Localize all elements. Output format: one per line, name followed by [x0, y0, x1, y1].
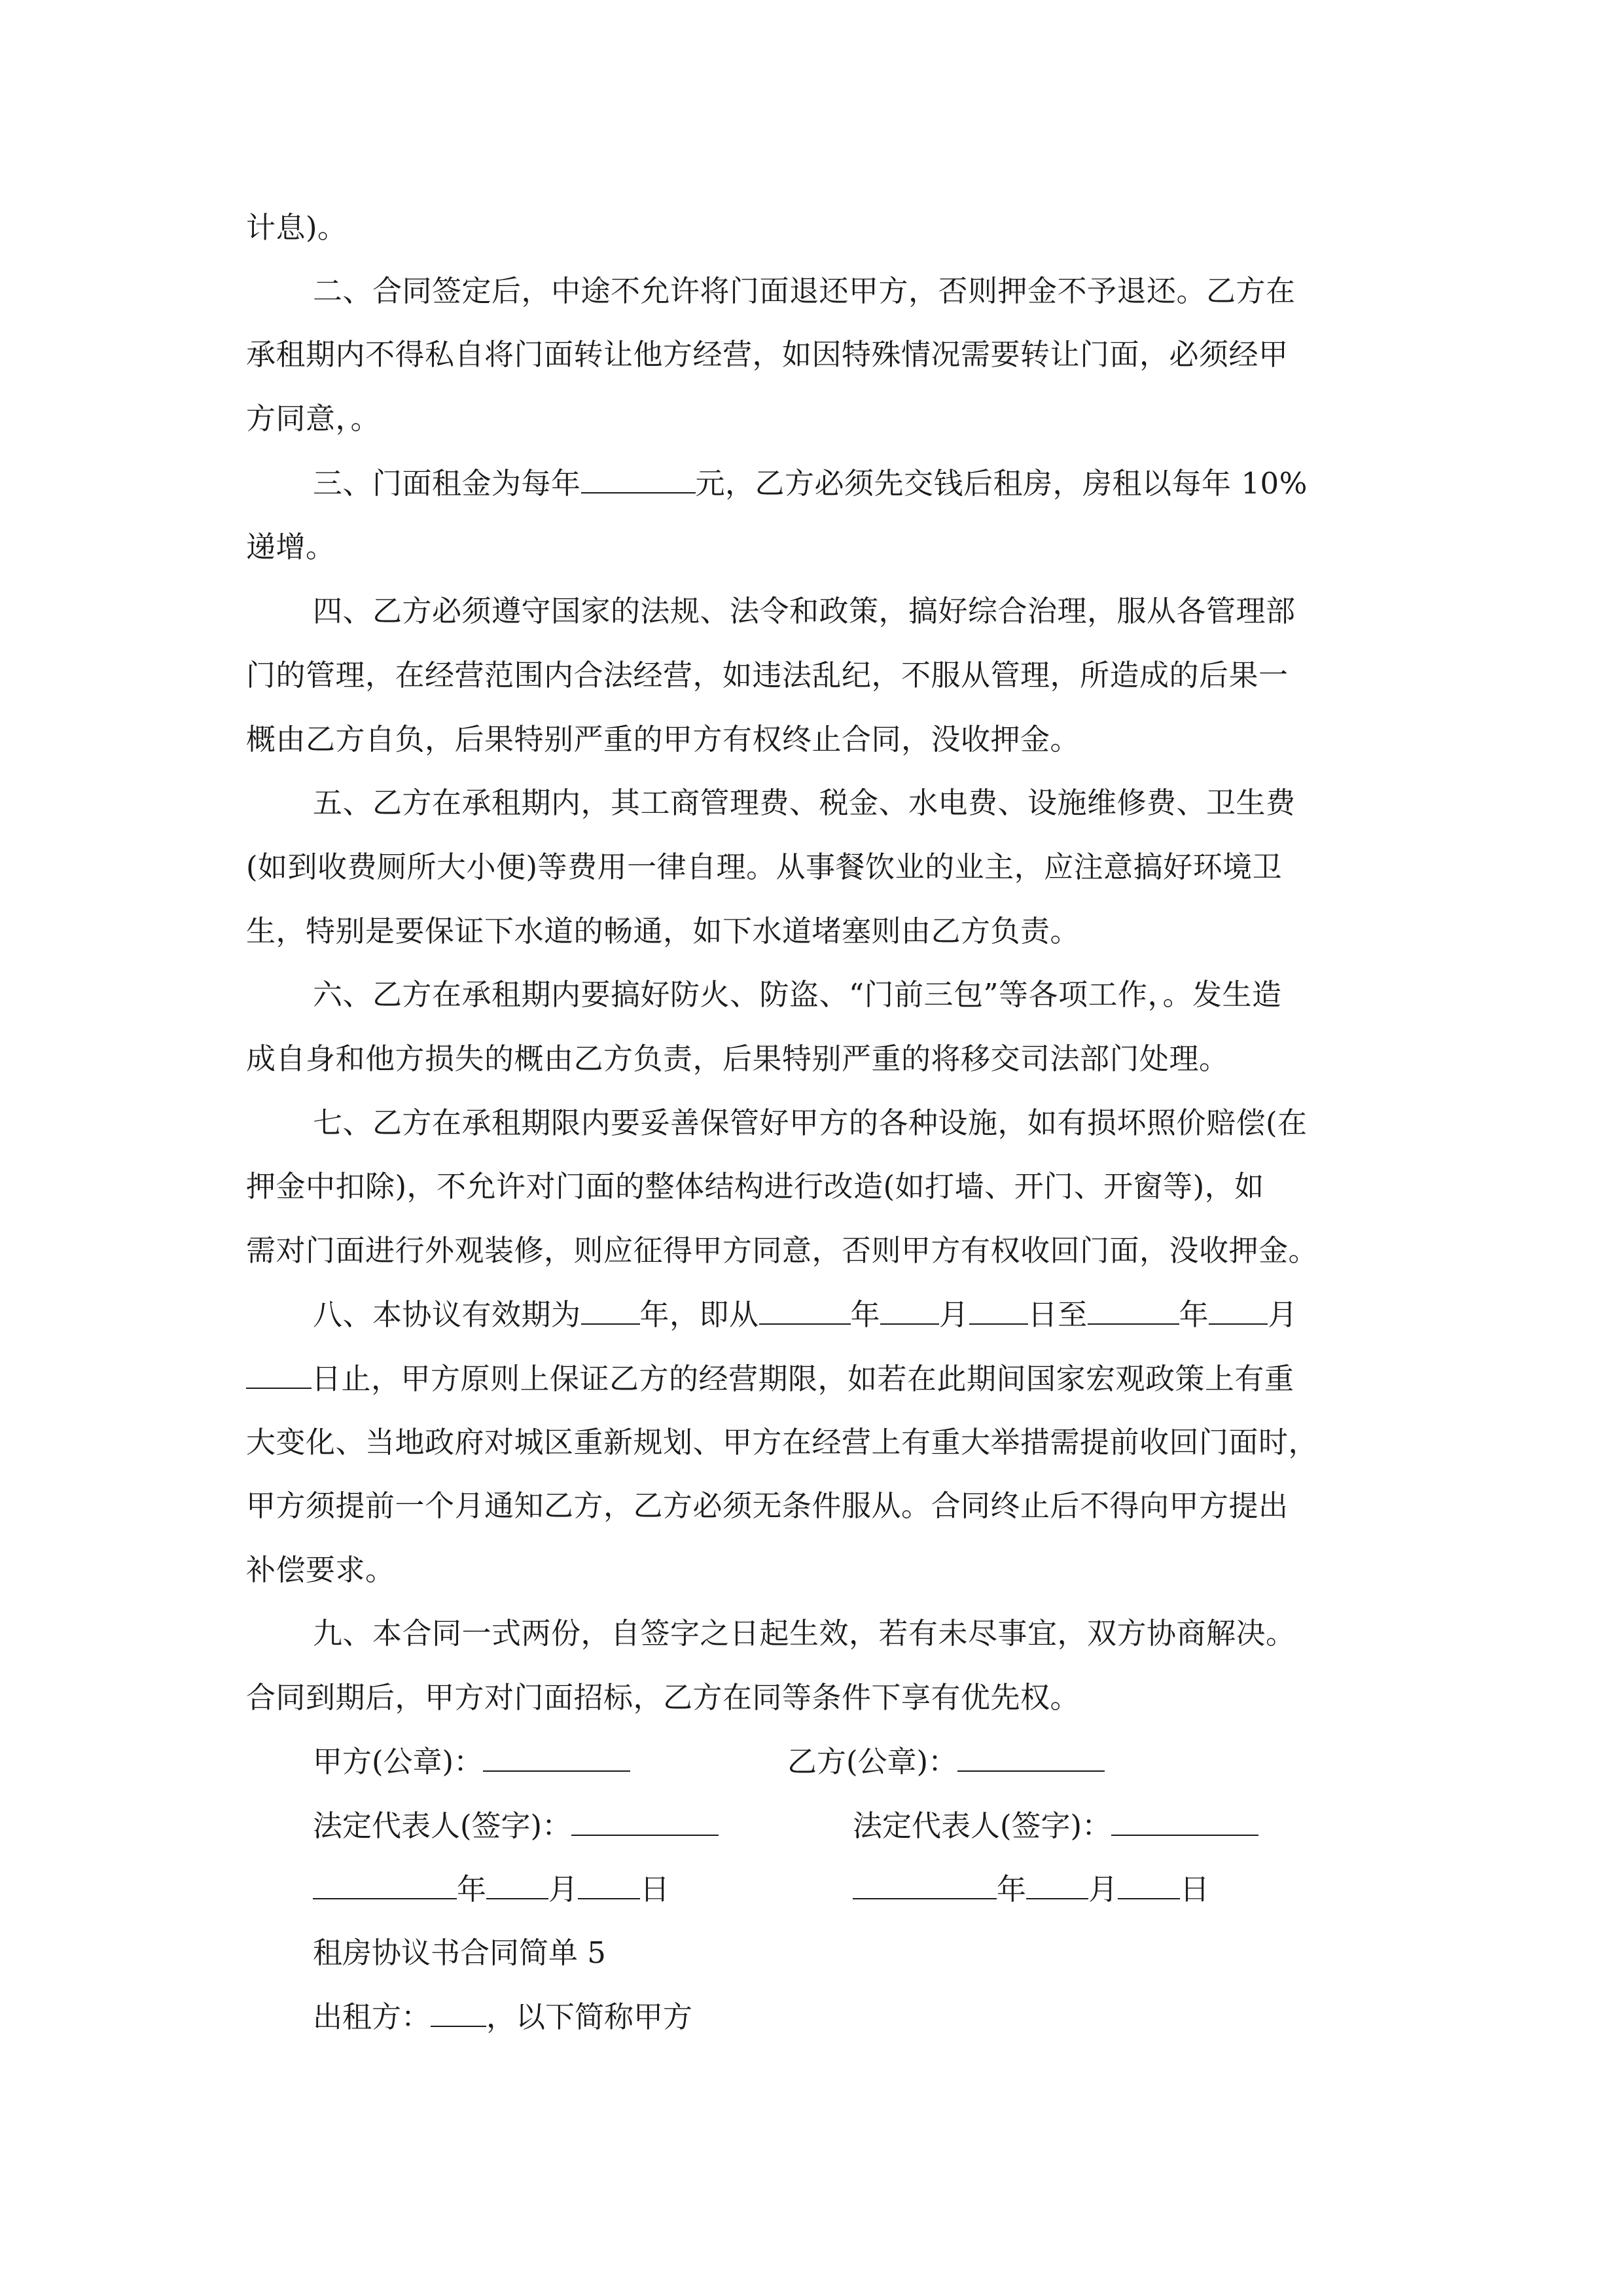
rep-a-label: 法定代表人(签字)：: [313, 1808, 572, 1843]
date-b-year: 年: [997, 1872, 1027, 1907]
text-line: 计息)。: [246, 210, 348, 245]
clause-6-line-1: 六、乙方在承租期内要搞好防火、防盗、“门前三包”等各项工作，。发生造: [313, 977, 1282, 1012]
rent-amount-blank: [581, 463, 696, 493]
lessor-name-blank: [431, 1997, 486, 2027]
date-a: [313, 1869, 669, 1909]
party-b-seal: [787, 1742, 1105, 1781]
date-b-day: 日: [1180, 1872, 1210, 1907]
clause-8-month-1: 月: [939, 1297, 969, 1332]
date-b-day-blank: [1118, 1869, 1180, 1899]
clause-3-line-1: [313, 463, 1399, 503]
clause-8-line-2: [246, 1359, 1385, 1398]
date-b-month: 月: [1088, 1872, 1118, 1907]
clause-8-day-to: 日至: [1027, 1297, 1088, 1332]
end-day-blank: [246, 1359, 312, 1389]
start-year-blank: [759, 1295, 851, 1325]
clause-8-line-5: 补偿要求。: [246, 1552, 395, 1587]
clause-4-line-1: 四、乙方必须遵守国家的法规、法令和政策，搞好综合治理，服从各管理部: [313, 594, 1296, 628]
lessor-label: 出租方：: [313, 2000, 431, 2034]
rep-b-label: 法定代表人(签字)：: [853, 1808, 1112, 1843]
party-b-seal-label: 乙方(公章)：: [787, 1744, 958, 1779]
party-a-seal-blank: [483, 1742, 630, 1772]
clause-8-month-2: 月: [1268, 1297, 1298, 1332]
clause-9-line-2: 合同到期后，甲方对门面招标，乙方在同等条件下享有优先权。: [246, 1680, 1080, 1715]
rep-a-blank: [571, 1806, 719, 1836]
clause-4-line-2: 门的管理，在经营范围内合法经营，如违法乱纪，不服从管理，所造成的后果一: [246, 658, 1289, 692]
party-a-seal: [313, 1742, 630, 1781]
date-a-day: 日: [640, 1872, 670, 1907]
rep-a-signature: [313, 1806, 719, 1845]
date-a-month-blank: [486, 1869, 548, 1899]
rep-b-blank: [1111, 1806, 1258, 1836]
term-years-blank: [581, 1295, 640, 1325]
clause-2-line-3: 方同意，。: [246, 401, 381, 436]
start-month-blank: [880, 1295, 939, 1325]
clause-5-line-1: 五、乙方在承租期内，其工商管理费、税金、水电费、设施维修费、卫生费: [313, 785, 1296, 820]
clause-3-text-a: 三、门面租金为每年: [313, 466, 581, 501]
rep-b-signature: [853, 1806, 1258, 1845]
clause-8-line-4: 甲方须提前一个月通知乙方，乙方必须无条件服从。合同终止后不得向甲方提出: [246, 1488, 1289, 1523]
party-b-seal-blank: [957, 1742, 1105, 1772]
date-a-year: 年: [457, 1872, 487, 1907]
clause-6-line-2: 成自身和他方损失的概由乙方负责，后果特别严重的将移交司法部门处理。: [246, 1041, 1229, 1076]
clause-8-line-1: [313, 1295, 1399, 1334]
clause-7-line-2: 押金中扣除)，不允许对门面的整体结构进行改造(如打墙、开门、开窗等)，如: [246, 1169, 1264, 1204]
clause-9-line-1: 九、本合同一式两份，自签字之日起生效，若有未尽事宜，双方协商解决。: [313, 1616, 1296, 1651]
clause-3-line-2: 递增。: [246, 529, 336, 564]
clause-2-line-1: 二、合同签定后，中途不允许将门面退还甲方，否则押金不予退还。乙方在: [313, 274, 1296, 308]
clause-4-line-3: 概由乙方自负，后果特别严重的甲方有权终止合同，没收押金。: [246, 722, 1080, 757]
date-a-month: 月: [548, 1872, 579, 1907]
clause-8-line-3: 大变化、当地政府对城区重新规划、甲方在经营上有重大举措需提前收回门面时，: [246, 1425, 1319, 1460]
clause-5-line-3: 生，特别是要保证下水道的畅通，如下水道堵塞则由乙方负责。: [246, 914, 1080, 948]
clause-7-line-3: 需对门面进行外观装修，则应征得甲方同意，否则甲方有权收回门面，没收押金。: [246, 1233, 1319, 1268]
clause-8-year-1: 年: [850, 1297, 881, 1332]
clause-5-line-2: (如到收费厕所大小便)等费用一律自理。从事餐饮业的业主，应注意搞好环境卫: [246, 850, 1283, 884]
date-a-day-blank: [578, 1869, 640, 1899]
clause-3-text-b: 元，乙方必须先交钱后租房，房租以每年 10%: [695, 466, 1308, 501]
end-year-blank: [1088, 1295, 1179, 1325]
clause-8-text-a: 八、本协议有效期为: [313, 1297, 581, 1332]
clause-7-line-1: 七、乙方在承租期限内要妥善保管好甲方的各种设施，如有损坏照价赔偿(在: [313, 1105, 1308, 1140]
end-month-blank: [1209, 1295, 1268, 1325]
clause-8-text-c: 日止，甲方原则上保证乙方的经营期限，如若在此期间国家宏观政策上有重: [312, 1361, 1294, 1396]
lessor-line: [313, 1997, 692, 2036]
date-b-year-blank: [853, 1869, 997, 1899]
party-a-seal-label: 甲方(公章)：: [313, 1744, 484, 1779]
clause-8-year-2: 年: [1179, 1297, 1209, 1332]
start-day-blank: [969, 1295, 1028, 1325]
date-b: [853, 1869, 1209, 1909]
clause-8-text-b: 年，即从: [639, 1297, 759, 1332]
date-a-year-blank: [313, 1869, 457, 1899]
lessor-suffix: ，以下简称甲方: [486, 2000, 693, 2034]
date-b-month-blank: [1026, 1869, 1088, 1899]
clause-2-line-2: 承租期内不得私自将门面转让他方经营，如因特殊情况需要转让门面，必须经甲: [246, 337, 1289, 372]
next-contract-title: 租房协议书合同简单 5: [313, 1935, 606, 1970]
